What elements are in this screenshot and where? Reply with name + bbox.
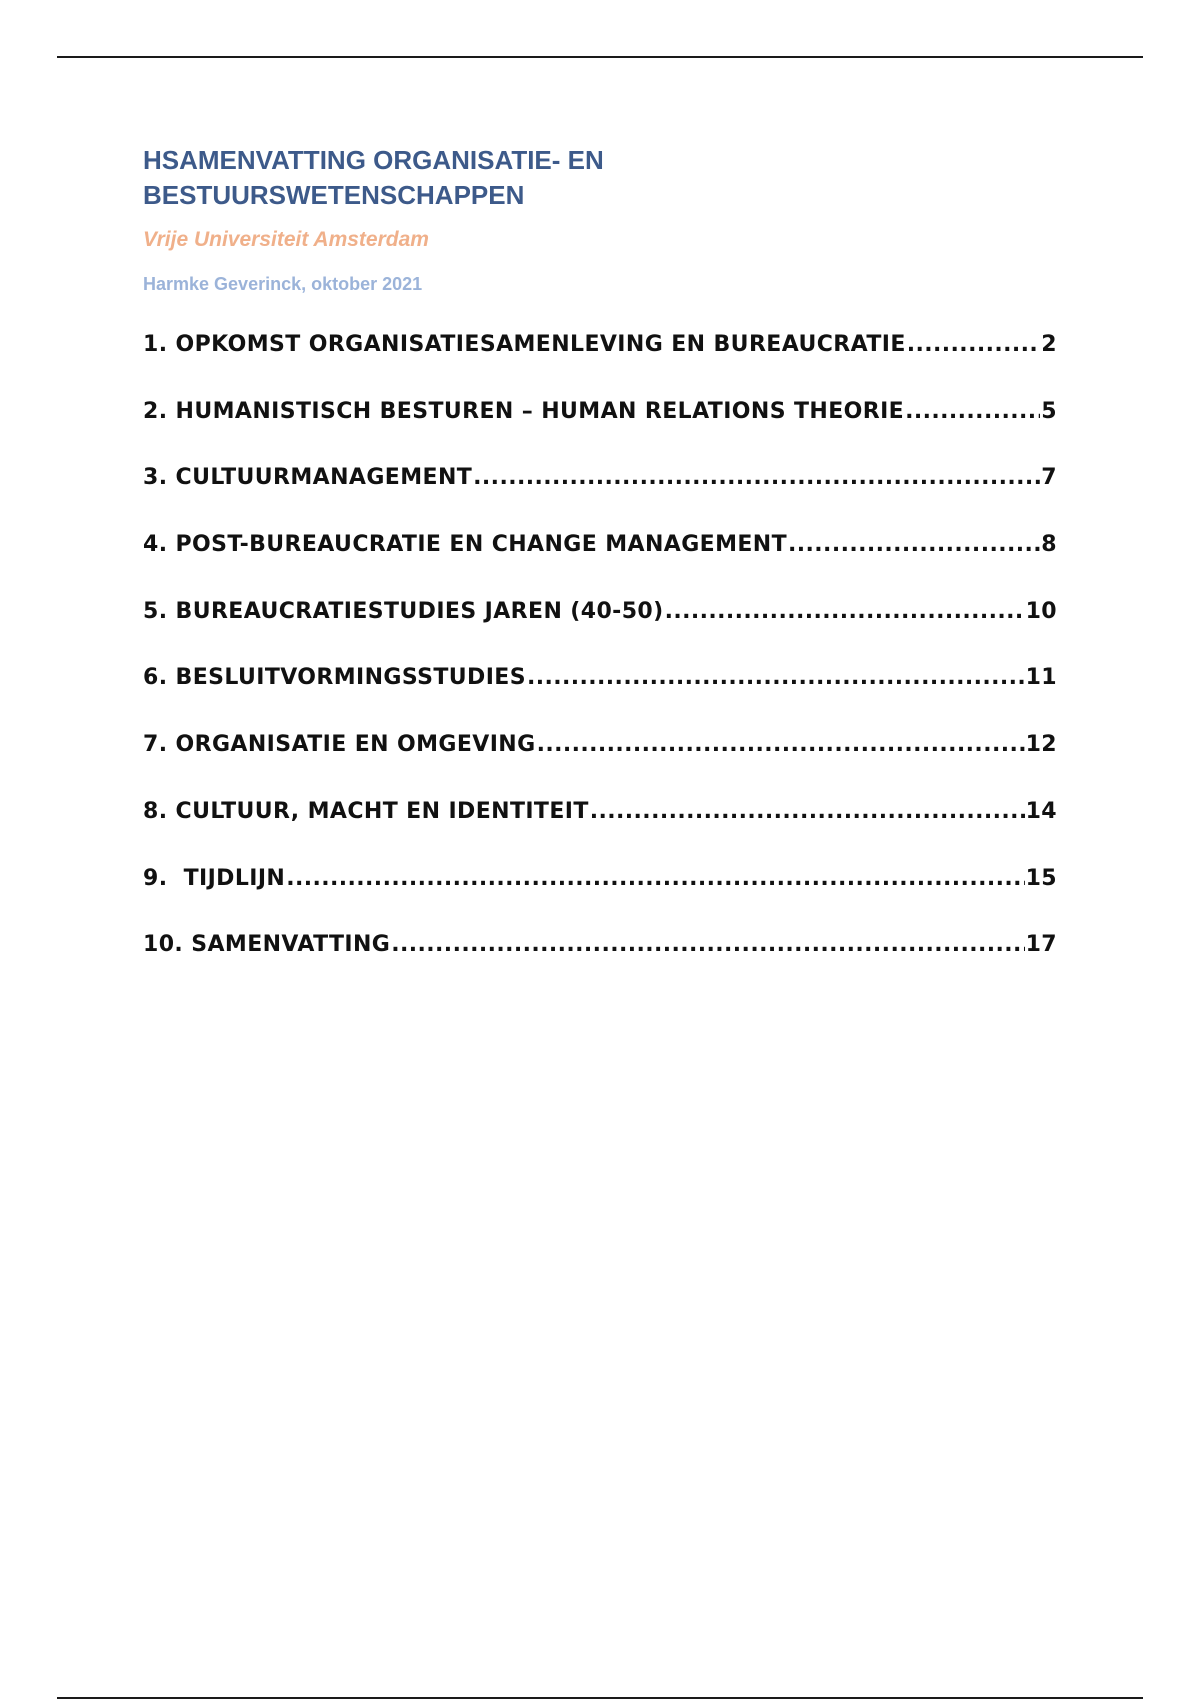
toc-entry-page: 2 (1041, 332, 1057, 357)
toc-entry[interactable] (143, 397, 1057, 464)
toc-dot-leader (590, 797, 1025, 827)
toc-entry[interactable] (143, 730, 1057, 797)
toc-dot-leader (907, 330, 1041, 360)
footer-rule (57, 1697, 1143, 1699)
toc-entry-label: 7. ORGANISATIE EN OMGEVING (143, 732, 536, 758)
toc-entry-page: 15 (1025, 865, 1057, 891)
toc-entry[interactable] (143, 597, 1057, 664)
toc-entry-page: 7 (1041, 465, 1057, 491)
toc-entry-label: 9. TIJDLIJN (143, 865, 286, 891)
toc-dot-leader (788, 530, 1040, 560)
toc-entry-label: 5. BUREAUCRATIESTUDIES JAREN (40-50) (143, 598, 664, 624)
toc-dot-leader (905, 397, 1040, 427)
table-of-contents (143, 330, 1057, 997)
toc-entry[interactable] (143, 797, 1057, 864)
toc-entry-label: 1. OPKOMST ORGANISATIESAMENLEVING EN BUREAUCRATIE (143, 332, 906, 357)
toc-entry-label: 3. CULTUURMANAGEMENT (143, 465, 473, 491)
toc-entry-page: 17 (1025, 932, 1057, 958)
toc-dot-leader (527, 663, 1025, 693)
toc-entry-label: 6. BESLUITVORMINGSSTUDIES (143, 665, 526, 691)
toc-entry-page: 14 (1025, 798, 1057, 824)
toc-entry[interactable] (143, 530, 1057, 597)
toc-entry-label: 10. SAMENVATTING (143, 932, 391, 958)
toc-entry-page: 11 (1025, 665, 1057, 691)
document-subtitle: Vrije Universiteit Amsterdam (143, 228, 429, 251)
toc-dot-leader (391, 930, 1024, 960)
toc-entry-page: 5 (1041, 398, 1057, 424)
author-date-line: Harmke Geverinck, oktober 2021 (143, 274, 423, 294)
document-title-line-1: HSAMENVATTING ORGANISATIE- EN (143, 145, 604, 175)
header-rule (57, 56, 1143, 58)
toc-dot-leader (286, 864, 1024, 894)
toc-dot-leader (537, 730, 1025, 760)
toc-entry-page: 8 (1041, 532, 1057, 558)
toc-dot-leader (665, 597, 1025, 627)
toc-entry-label: 8. CULTUUR, MACHT EN IDENTITEIT (143, 798, 589, 824)
toc-entry-page: 12 (1025, 732, 1057, 758)
toc-entry[interactable] (143, 663, 1057, 730)
toc-entry[interactable] (143, 930, 1057, 997)
toc-entry[interactable] (143, 864, 1057, 931)
toc-entry[interactable] (143, 330, 1057, 397)
toc-dot-leader (473, 463, 1040, 493)
toc-entry-label: 4. POST-BUREAUCRATIE EN CHANGE MANAGEMENT (143, 532, 788, 558)
document-title-line-2: BESTUURSWETENSCHAPPEN (143, 180, 525, 210)
toc-entry[interactable] (143, 463, 1057, 530)
toc-entry-label: 2. HUMANISTISCH BESTUREN – HUMAN RELATIONS THEORIE (143, 398, 905, 424)
document-title (143, 143, 903, 213)
toc-entry-page: 10 (1025, 598, 1057, 624)
